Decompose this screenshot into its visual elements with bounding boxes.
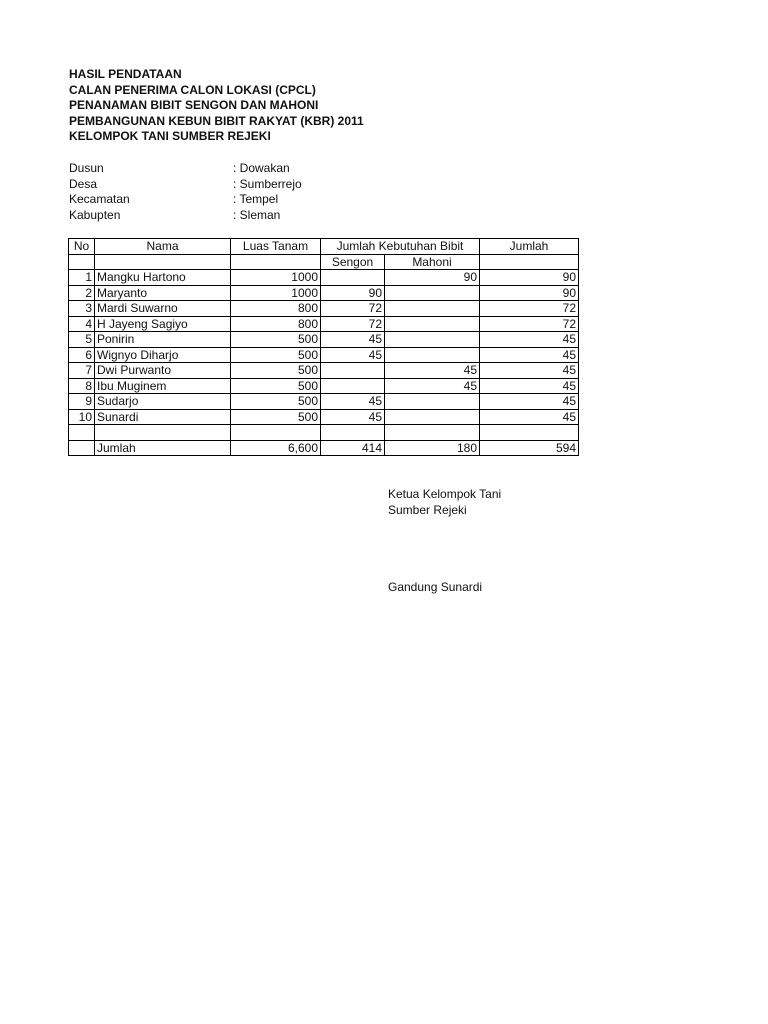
location-label: Kecamatan (69, 192, 130, 206)
cell-luas: 1000 (231, 270, 321, 286)
cell-luas: 500 (231, 332, 321, 348)
header-luas: Luas Tanam (231, 239, 321, 255)
total-row (69, 440, 579, 456)
table-row (69, 332, 579, 348)
table-body (69, 239, 579, 456)
location-value: : Tempel (233, 192, 279, 206)
subheader-empty (480, 254, 579, 270)
header-sengon: Sengon (321, 254, 385, 270)
blank-cell (480, 425, 579, 441)
cell-mahoni (385, 316, 480, 332)
table-row (69, 378, 579, 394)
cell-luas: 500 (231, 363, 321, 379)
title-line-5: KELOMPOK TANI SUMBER REJEKI (69, 129, 271, 143)
cell-sengon: 45 (321, 409, 385, 425)
cell-sengon: 45 (321, 394, 385, 410)
cell-no: 8 (69, 378, 95, 394)
cell-jumlah: 45 (480, 409, 579, 425)
cell-mahoni (385, 347, 480, 363)
blank-cell (321, 425, 385, 441)
header-kebutuhan: Jumlah Kebutuhan Bibit (321, 239, 480, 255)
cell-no: 6 (69, 347, 95, 363)
total-label: Jumlah (95, 440, 231, 456)
cell-sengon: 72 (321, 301, 385, 317)
location-label: Dusun (69, 161, 104, 175)
total-luas: 6,600 (231, 440, 321, 456)
cell-sengon: 90 (321, 285, 385, 301)
cell-luas: 500 (231, 409, 321, 425)
blank-cell (95, 425, 231, 441)
total-no-cell (69, 440, 95, 456)
cell-jumlah: 45 (480, 347, 579, 363)
subheader-empty (69, 254, 95, 270)
cell-mahoni: 90 (385, 270, 480, 286)
cell-luas: 800 (231, 316, 321, 332)
cell-jumlah: 45 (480, 394, 579, 410)
blank-cell (385, 425, 480, 441)
title-line-4: PEMBANGUNAN KEBUN BIBIT RAKYAT (KBR) 2011 (69, 113, 364, 128)
cell-nama: Mangku Hartono (95, 270, 231, 286)
cell-mahoni (385, 332, 480, 348)
subheader-empty (95, 254, 231, 270)
subheader-empty (231, 254, 321, 270)
table-row (69, 301, 579, 317)
blank-cell (231, 425, 321, 441)
cell-sengon (321, 270, 385, 286)
cell-no: 4 (69, 316, 95, 332)
cell-no: 2 (69, 285, 95, 301)
cell-luas: 800 (231, 301, 321, 317)
cell-nama: Maryanto (95, 285, 231, 301)
table-row (69, 394, 579, 410)
total-sengon: 414 (321, 440, 385, 456)
table-row (69, 363, 579, 379)
header-jumlah: Jumlah (480, 239, 579, 255)
table-row (69, 316, 579, 332)
header-no: No (69, 239, 95, 255)
signature-name: Gandung Sunardi (388, 580, 483, 594)
cell-jumlah: 90 (480, 270, 579, 286)
header-nama: Nama (95, 239, 231, 255)
location-value: : Sumberrejo (233, 176, 302, 191)
cell-sengon: 45 (321, 332, 385, 348)
cell-luas: 1000 (231, 285, 321, 301)
location-label: Desa (69, 176, 98, 191)
location-value: : Dowakan (233, 161, 290, 175)
cell-luas: 500 (231, 347, 321, 363)
cell-no: 3 (69, 301, 95, 317)
cell-sengon (321, 378, 385, 394)
title-line-2: CALAN PENERIMA CALON LOKASI (CPCL) (69, 82, 316, 97)
recipient-table (68, 238, 579, 456)
total-jumlah: 594 (480, 440, 579, 456)
cell-jumlah: 45 (480, 378, 579, 394)
cell-jumlah: 72 (480, 301, 579, 317)
cell-nama: Ponirin (95, 332, 231, 348)
cell-sengon: 72 (321, 316, 385, 332)
location-label: Kabupten (69, 207, 121, 222)
cell-no: 1 (69, 270, 95, 286)
table-row (69, 347, 579, 363)
signature-title: Ketua Kelompok Tani (388, 487, 502, 501)
subheader-row (69, 254, 579, 270)
table-row (69, 285, 579, 301)
table-row (69, 409, 579, 425)
title-line-3: PENANAMAN BIBIT SENGON DAN MAHONI (69, 98, 319, 112)
cell-no: 10 (69, 409, 95, 425)
header-mahoni: Mahoni (385, 254, 480, 270)
cell-mahoni (385, 285, 480, 301)
cell-nama: H Jayeng Sagiyo (95, 316, 231, 332)
cell-mahoni (385, 409, 480, 425)
title-line-1: HASIL PENDATAAN (69, 67, 182, 81)
cell-no: 9 (69, 394, 95, 410)
cell-nama: Ibu Muginem (95, 378, 231, 394)
signature-group: Sumber Rejeki (388, 503, 467, 517)
cell-luas: 500 (231, 394, 321, 410)
cell-sengon: 45 (321, 347, 385, 363)
cell-mahoni (385, 301, 480, 317)
cell-mahoni (385, 394, 480, 410)
table-row (69, 270, 579, 286)
cell-jumlah: 45 (480, 363, 579, 379)
cell-jumlah: 45 (480, 332, 579, 348)
blank-row (69, 425, 579, 441)
cell-sengon (321, 363, 385, 379)
cell-no: 7 (69, 363, 95, 379)
blank-cell (69, 425, 95, 441)
header-row (69, 239, 579, 255)
cell-jumlah: 72 (480, 316, 579, 332)
cell-jumlah: 90 (480, 285, 579, 301)
cell-mahoni: 45 (385, 363, 480, 379)
cell-nama: Sudarjo (95, 394, 231, 410)
cell-no: 5 (69, 332, 95, 348)
cell-nama: Dwi Purwanto (95, 363, 231, 379)
cell-mahoni: 45 (385, 378, 480, 394)
cell-luas: 500 (231, 378, 321, 394)
location-value: : Sleman (233, 207, 281, 222)
cell-nama: Mardi Suwarno (95, 301, 231, 317)
cell-nama: Sunardi (95, 409, 231, 425)
document-title (69, 67, 364, 145)
total-mahoni: 180 (385, 440, 480, 456)
cell-nama: Wignyo Diharjo (95, 347, 231, 363)
